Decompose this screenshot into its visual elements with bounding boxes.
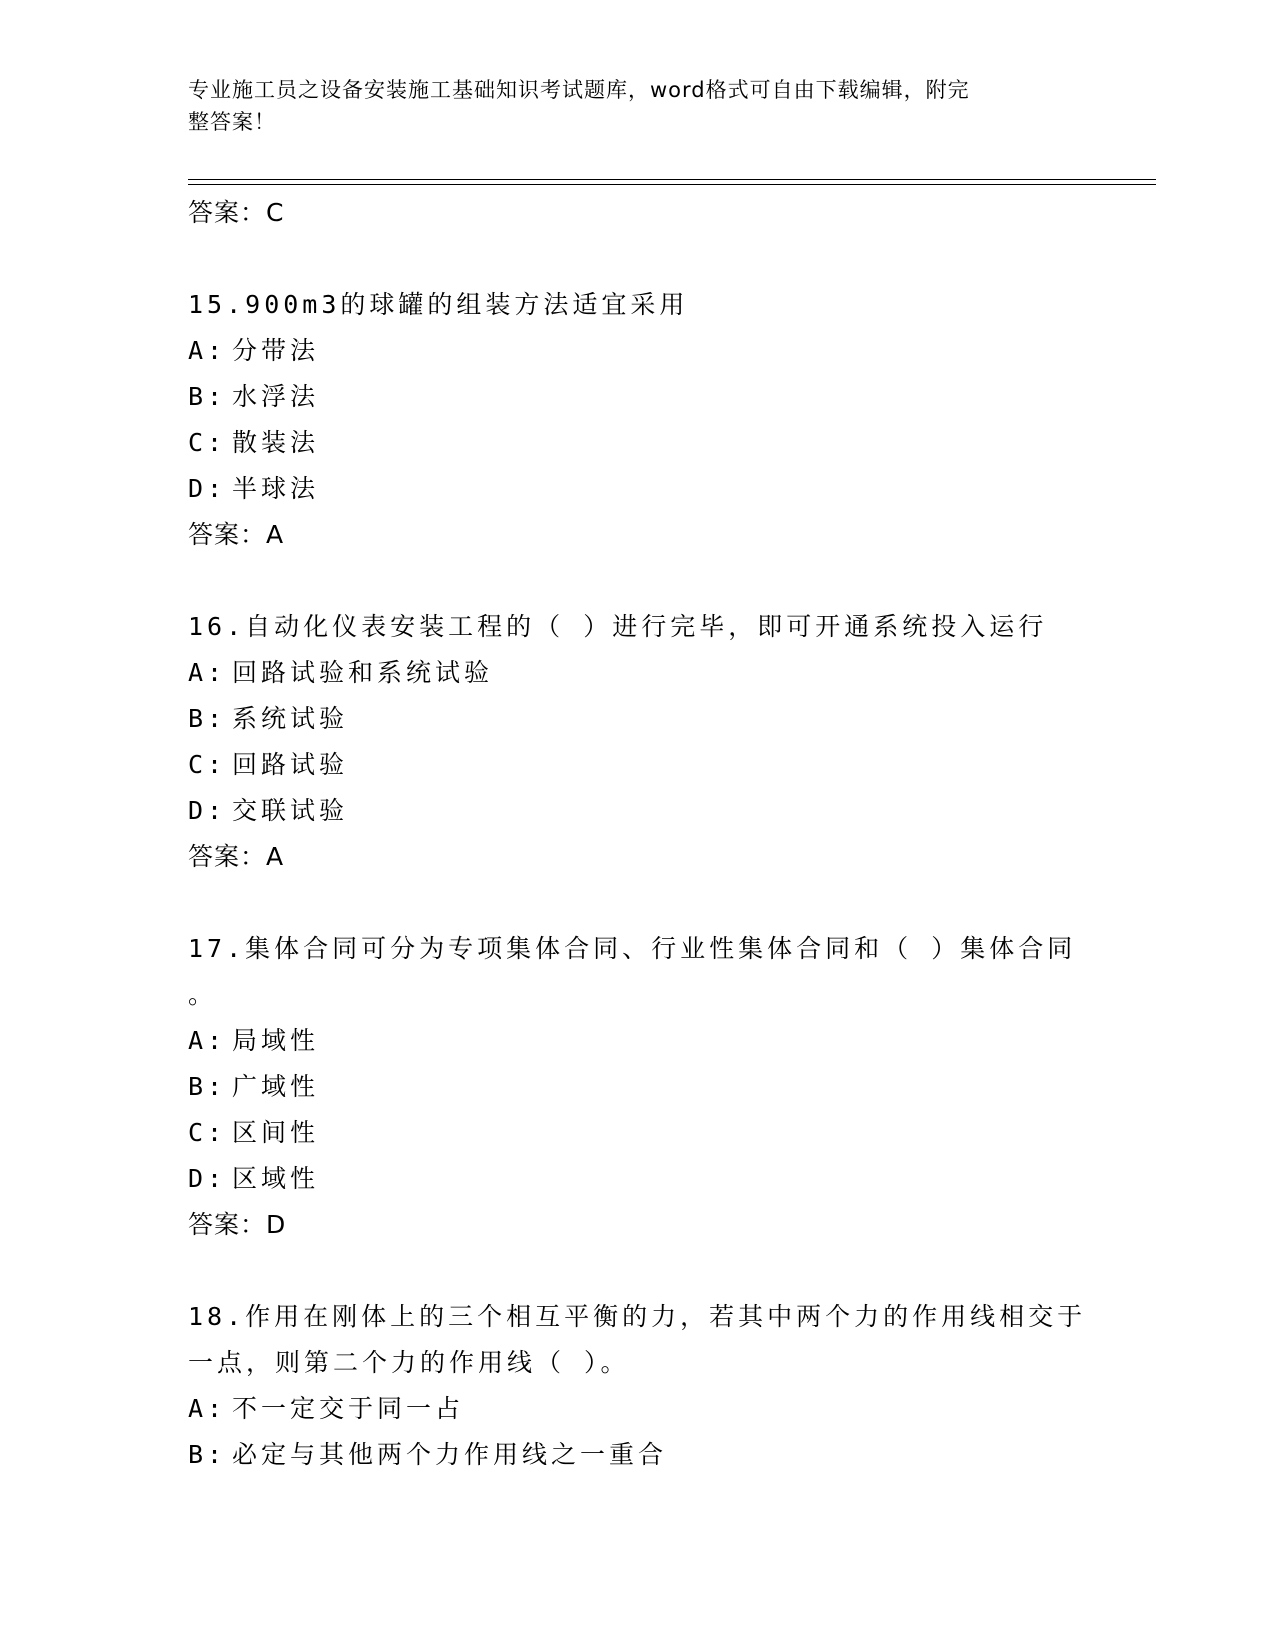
header-line-1: 专业施工员之设备安装施工基础知识考试题库，word格式可自由下载编辑，附完: [188, 78, 970, 102]
question-text: 16.自动化仪表安装工程的（ ）进行完毕，即可开通系统投入运行: [188, 612, 1048, 641]
option-key: A:: [188, 1394, 227, 1423]
answer-line: 答案：C: [188, 198, 285, 227]
option-text: 回路试验和系统试验: [232, 658, 494, 687]
answer-line: 答案：A: [188, 520, 285, 549]
option-c: [188, 1110, 1088, 1156]
option-key: D:: [188, 796, 227, 825]
option-key: C:: [188, 750, 227, 779]
option-d: [188, 788, 1088, 834]
question-text: 15.900m3的球罐的组装方法适宜采用: [188, 290, 689, 319]
option-text: 系统试验: [232, 704, 349, 733]
option-key: B:: [188, 1440, 227, 1469]
option-b: [188, 374, 1088, 420]
option-text: 区域性: [232, 1164, 320, 1193]
option-key: B:: [188, 382, 227, 411]
question-text-continued: 一点，则第二个力的作用线（ ）。: [188, 1348, 630, 1377]
question-text: 17.集体合同可分为专项集体合同、行业性集体合同和（ ）集体合同: [188, 934, 1077, 963]
option-c: [188, 420, 1088, 466]
option-b: [188, 1432, 1088, 1478]
header-line-2: 整答案！: [188, 110, 276, 134]
option-text: 分带法: [232, 336, 320, 365]
option-key: C:: [188, 428, 227, 457]
option-key: B:: [188, 1072, 227, 1101]
question-block: [188, 282, 1088, 557]
option-text: 不一定交于同一占: [232, 1394, 465, 1423]
option-b: [188, 696, 1088, 742]
question-text: 18.作用在刚体上的三个相互平衡的力，若其中两个力的作用线相交于: [188, 1302, 1087, 1331]
option-text: 局域性: [232, 1026, 320, 1055]
option-key: A:: [188, 1026, 227, 1055]
option-text: 半球法: [232, 474, 320, 503]
option-key: A:: [188, 658, 227, 687]
question-text-continued: 。: [188, 980, 218, 1009]
option-text: 散装法: [232, 428, 320, 457]
option-d: [188, 466, 1088, 512]
option-a: [188, 328, 1088, 374]
option-text: 必定与其他两个力作用线之一重合: [232, 1440, 668, 1469]
option-text: 区间性: [232, 1118, 320, 1147]
option-key: B:: [188, 704, 227, 733]
option-text: 广域性: [232, 1072, 320, 1101]
document-header: [188, 74, 1088, 138]
option-text: 回路试验: [232, 750, 349, 779]
option-text: 水浮法: [232, 382, 320, 411]
option-a: [188, 1018, 1088, 1064]
option-key: C:: [188, 1118, 227, 1147]
question-block: [188, 926, 1088, 1247]
option-key: D:: [188, 1164, 227, 1193]
option-d: [188, 1156, 1088, 1202]
question-block: [188, 604, 1088, 879]
answer-line: 答案：A: [188, 842, 285, 871]
option-a: [188, 1386, 1088, 1432]
option-key: A:: [188, 336, 227, 365]
option-c: [188, 742, 1088, 788]
option-a: [188, 650, 1088, 696]
option-text: 交联试验: [232, 796, 349, 825]
question-list: [188, 190, 1088, 1525]
answer-line: 答案：D: [188, 1210, 287, 1239]
question-block: [188, 1294, 1088, 1478]
header-divider-top: [188, 179, 1156, 180]
header-divider-bottom: [188, 184, 1156, 185]
option-key: D:: [188, 474, 227, 503]
option-b: [188, 1064, 1088, 1110]
